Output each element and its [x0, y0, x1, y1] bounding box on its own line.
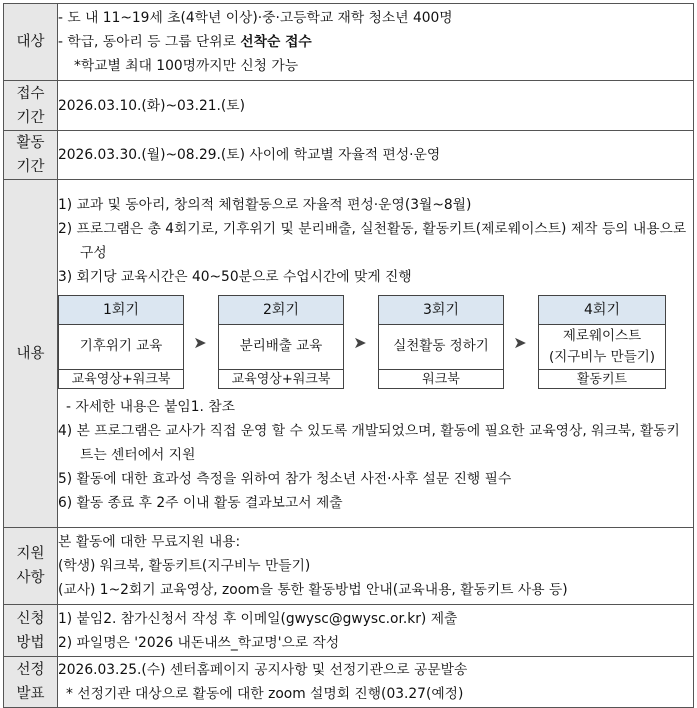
row-content [4, 180, 694, 528]
head-activity-label-2: 기간 [16, 159, 45, 175]
support-body [58, 528, 694, 605]
target-body [58, 4, 694, 81]
head-content-label: 내용 [16, 345, 45, 362]
session-box-1 [58, 295, 184, 389]
head-announce-label-1: 선정 [16, 662, 45, 678]
head-announce-label-2: 발표 [16, 686, 45, 702]
content-line-4: 4) 본 프로그램은 교사가 직접 운영 할 수 있도록 개발되었으며, 활동에 필요한 교육영상, 워크북, 활동키트는 센터에서 지원 [58, 422, 680, 463]
head-apply-label-2: 방법 [16, 634, 45, 651]
target-line-2 [58, 30, 693, 54]
content-note: - 자세한 내용은 붙임1. 참조 [66, 398, 235, 415]
arrow-right-icon: ➤ [353, 332, 367, 352]
head-apply-label-1: 신청 [16, 610, 45, 627]
row-activity [4, 131, 694, 180]
content-body [58, 180, 694, 528]
head-target-label: 대상 [16, 34, 45, 50]
receipt-period: 2026.03.10.(화)~03.21.(토) [58, 97, 246, 114]
support-line-2: (학생) 워크북, 활동키트(지구비누 만들기) [58, 558, 311, 574]
session-flow [58, 295, 693, 391]
head-announce [4, 657, 58, 708]
session-material: 교육영상+워크북 [231, 371, 331, 387]
head-support-label-2: 사항 [16, 570, 45, 586]
announce-line-1: 2026.03.25.(수) 센터홈페이지 공지사항 및 선정기관으로 공문발송 [58, 662, 468, 678]
announce-body [58, 657, 694, 708]
head-content [4, 180, 58, 528]
row-receipt [4, 81, 694, 131]
session-topic [59, 325, 183, 370]
arrow-right-icon: ➤ [193, 332, 207, 352]
activity-period: 2026.03.30.(월)~08.29.(토) 사이에 학교별 자율적 편성·운영 [58, 147, 441, 163]
content-line-5: 5) 활동에 대한 효과성 측정을 위하여 참가 청소년 사전·사후 설문 진행 필수 [58, 470, 512, 487]
session-material: 교육영상+워크북 [71, 371, 171, 387]
receipt-body [58, 81, 694, 131]
support-line-3: (교사) 1~2회기 교육영상, zoom을 통한 활동방법 안내(교육내용, 활동키트 사용 등) [58, 582, 568, 598]
apply-body [58, 605, 694, 657]
session-box-3 [378, 295, 504, 389]
announce-line-2: * 선정기관 대상으로 활동에 대한 zoom 설명회 진행(03.27(예정) [66, 686, 464, 702]
content-line-3: 3) 회기당 교육시간은 40~50분으로 수업시간에 맞게 진행 [58, 268, 412, 285]
session-box-2 [218, 295, 344, 389]
head-receipt [4, 81, 58, 131]
session-topic-line-1: 분리배출 교육 [239, 338, 323, 354]
head-target [4, 4, 58, 81]
session-material: 워크북 [422, 371, 460, 387]
support-line-1: 본 활동에 대한 무료지원 내용: [58, 534, 241, 550]
session-topic-line-2: (지구비누 만들기) [548, 348, 656, 365]
apply-line-2: 2) 파일명은 '2026 내돈내쓰_학교명'으로 작성 [58, 634, 340, 651]
row-announce [4, 657, 694, 708]
head-apply [4, 605, 58, 657]
arrow-right-icon: ➤ [513, 332, 527, 352]
session-topic [219, 325, 343, 370]
row-target [4, 4, 694, 81]
session-topic-line-1: 실천활동 정하기 [393, 338, 489, 354]
session-title: 2회기 [219, 296, 343, 325]
head-activity [4, 131, 58, 180]
session-title: 4회기 [539, 296, 665, 325]
head-receipt-label-2: 기간 [16, 109, 45, 126]
content-line-1: 1) 교과 및 동아리, 창의적 체험활동으로 자율적 편성·운영(3월~8월) [58, 196, 472, 213]
row-support [4, 528, 694, 605]
content-line-6: 6) 활동 종료 후 2주 이내 활동 결과보고서 제출 [58, 494, 343, 511]
target-line-3: *학교별 최대 100명까지만 신청 가능 [74, 58, 299, 74]
activity-body [58, 131, 694, 180]
session-topic [539, 325, 665, 370]
session-topic-line-1: 제로웨이스트 [562, 327, 642, 344]
content-line-2: 2) 프로그램은 총 4회기로, 기후위기 및 분리배출, 실천활동, 활동키트(제로웨이스트) 제작 등의 내용으로 구성 [58, 220, 687, 261]
session-topic [379, 325, 503, 370]
head-receipt-label-1: 접수 [16, 85, 45, 102]
head-support-label-1: 지원 [16, 546, 45, 562]
session-box-4 [538, 295, 666, 389]
target-line-1: - 도 내 11~19세 초(4학년 이상)·중·고등학교 재학 청소년 400명 [58, 10, 453, 26]
head-activity-label-1: 활동 [16, 135, 45, 151]
session-topic-line-1: 기후위기 교육 [79, 338, 163, 354]
target-line-2-text: - 학급, 동아리 등 그룹 단위로 [58, 34, 241, 50]
first-come-label: 선착순 접수 [240, 34, 312, 50]
apply-line-1: 1) 붙임2. 참가신청서 작성 후 이메일(gwysc@gwysc.or.kr) 제출 [58, 610, 458, 627]
row-apply [4, 605, 694, 657]
head-support [4, 528, 58, 605]
session-title: 1회기 [59, 296, 183, 325]
notice-table [3, 3, 694, 708]
session-material: 활동키트 [576, 371, 628, 387]
session-title: 3회기 [379, 296, 503, 325]
